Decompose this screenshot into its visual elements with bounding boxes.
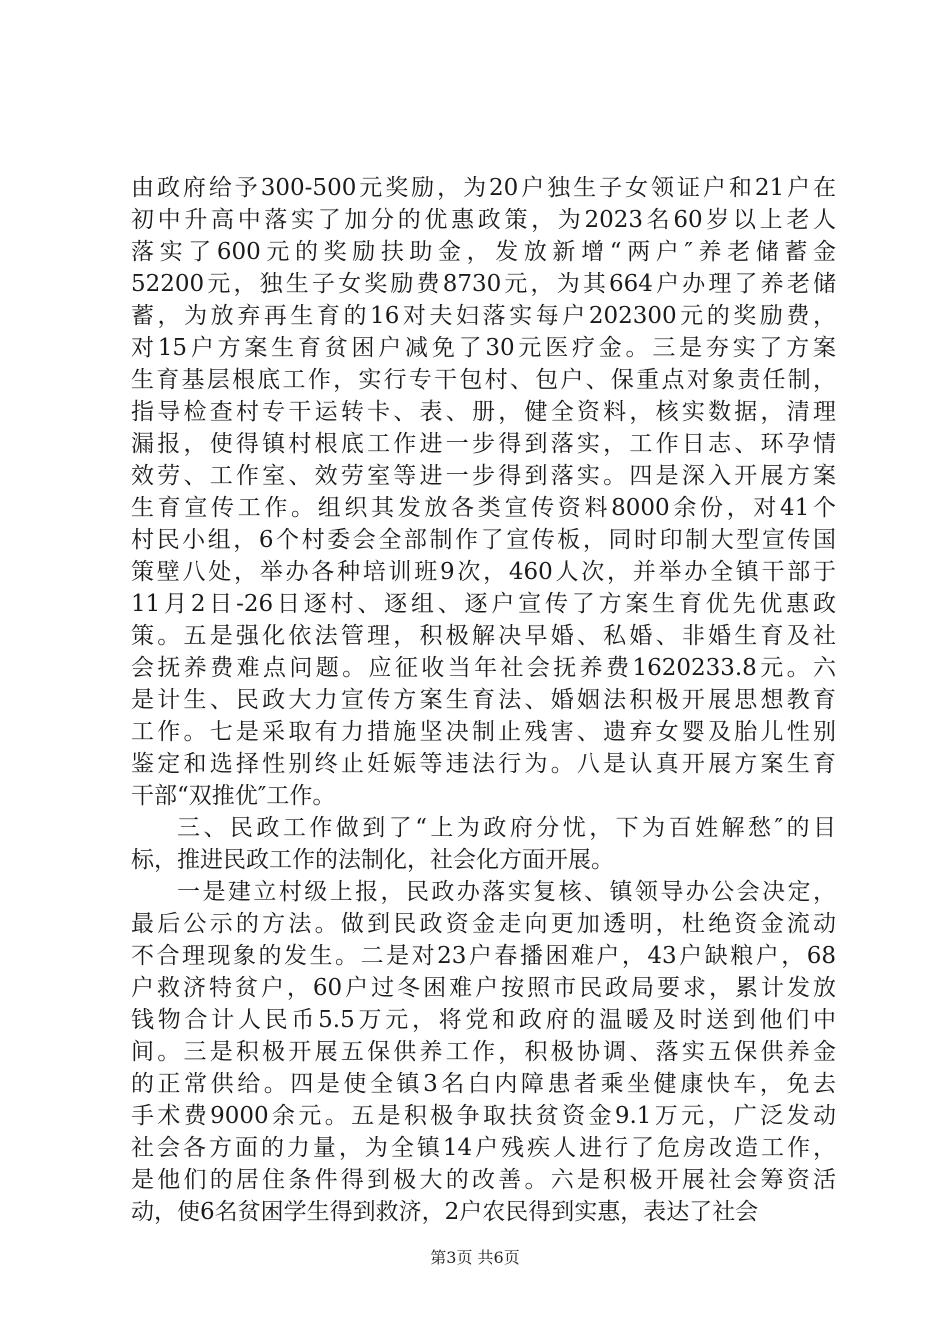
- text-line: 漏报，使得镇村根底工作进一步得到落实，工作日志、环孕情: [131, 431, 836, 457]
- text-line: 蓄，为放弃再生育的16对夫妇落实每户202300元的奖励费，: [131, 303, 836, 329]
- text-line: 一是建立村级上报，民政办落实复核、镇领导办公会决定，: [177, 879, 836, 905]
- text-line: 是他们的居住条件得到极大的改善。六是积极开展社会筹资活: [131, 1167, 836, 1193]
- text-line: 社会各方面的力量，为全镇14户残疾人进行了危房改造工作，: [131, 1135, 836, 1161]
- text-line: 标，推进民政工作的法制化，社会化方面开展。: [131, 847, 614, 873]
- text-line: 策壁八处，举办各种培训班9次，460人次，并举办全镇干部于: [131, 559, 836, 585]
- text-line: 由政府给予300-500元奖励，为20户独生子女领证户和21户在: [131, 175, 836, 201]
- paragraph: [131, 172, 836, 812]
- text-line: 对15户方案生育贫困户减免了30元医疗金。三是夯实了方案: [131, 335, 836, 361]
- text-line: 户救济特贫户，60户过冬困难户按照市民政局要求，累计发放: [131, 975, 836, 1001]
- text-line: 指导检查村专干运转卡、表、册，健全资料，核实数据，清理: [131, 399, 836, 425]
- page-footer: 第3页 共6页: [430, 1248, 520, 1267]
- text-line: 会抚养费难点问题。应征收当年社会抚养费1620233.8元。六: [131, 655, 836, 681]
- text-line: 生育基层根底工作，实行专干包村、包户、保重点对象责任制，: [131, 367, 836, 393]
- text-line: 是计生、民政大力宣传方案生育法、婚姻法积极开展思想教育: [131, 687, 836, 713]
- text-line: 的正常供给。四是使全镇3名白内障患者乘坐健康快车，免去: [131, 1071, 836, 1097]
- text-line: 落实了600元的奖励扶助金，发放新增“两户″养老储蓄金: [131, 239, 836, 265]
- paragraph: [131, 876, 836, 1228]
- text-line: 钱物合计人民币5.5万元，将党和政府的温暖及时送到他们中: [131, 1007, 836, 1033]
- text-line: 不合理现象的发生。二是对23户春播困难户，43户缺粮户，68: [131, 943, 836, 969]
- text-line: 村民小组，6个村委会全部制作了宣传板，同时印制大型宣传国: [131, 527, 836, 553]
- document-body: [131, 172, 836, 1228]
- paragraph: [131, 812, 836, 876]
- text-line: 最后公示的方法。做到民政资金走向更加透明，杜绝资金流动: [131, 911, 836, 937]
- text-line: 初中升高中落实了加分的优惠政策，为2023名60岁以上老人: [131, 207, 836, 233]
- text-line: 52200元，独生子女奖励费8730元，为其664户办理了养老储: [131, 271, 836, 297]
- text-line: 鉴定和选择性别终止妊娠等违法行为。八是认真开展方案生育: [131, 751, 836, 777]
- text-line: 策。五是强化依法管理，积极解决早婚、私婚、非婚生育及社: [131, 623, 836, 649]
- text-line: 间。三是积极开展五保供养工作，积极协调、落实五保供养金: [131, 1039, 836, 1065]
- text-line: 工作。七是采取有力措施坚决制止残害、遗弃女婴及胎儿性别: [131, 719, 836, 745]
- text-line: 手术费9000余元。五是积极争取扶贫资金9.1万元，广泛发动: [131, 1103, 836, 1129]
- text-line: 11月2日-26日逐村、逐组、逐户宣传了方案生育优先优惠政: [131, 591, 836, 617]
- text-line: 效劳、工作室、效劳室等进一步得到落实。四是深入开展方案: [131, 463, 836, 489]
- text-line: 干部“双推优″工作。: [131, 783, 336, 809]
- text-line: 三、民政工作做到了“上为政府分忧，下为百姓解愁″的目: [177, 815, 836, 841]
- text-line: 生育宣传工作。组织其发放各类宣传资料8000余份，对41个: [131, 495, 836, 521]
- text-line: 动，使6名贫困学生得到救济，2户农民得到实惠，表达了社会: [131, 1199, 759, 1225]
